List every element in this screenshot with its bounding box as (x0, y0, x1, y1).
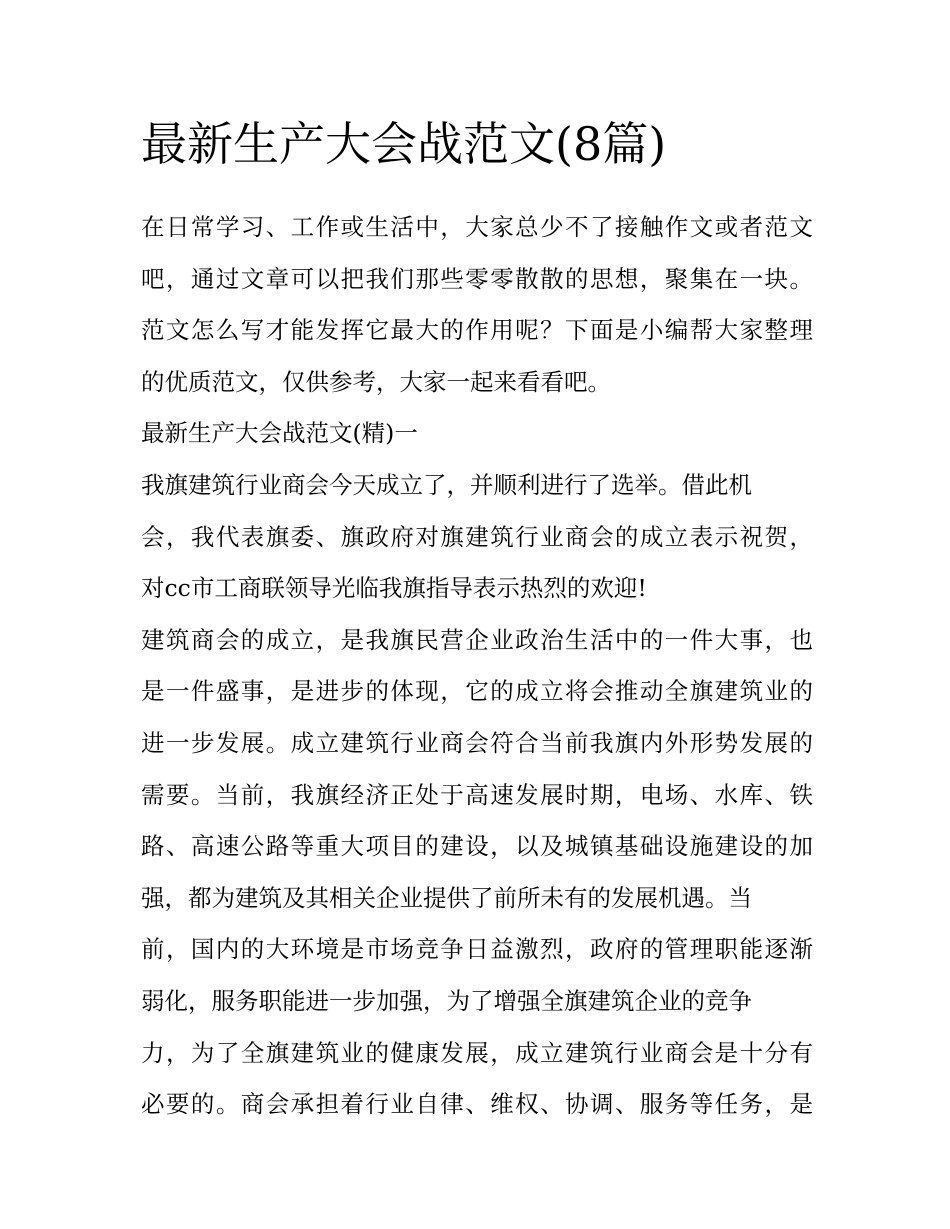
paragraph-line: 我旗建筑行业商会今天成立了，并顺利进行了选举。借此机 (141, 470, 752, 499)
paragraph-line: 前，国内的大环境是市场竞争日益激烈，政府的管理职能逐渐 (141, 935, 813, 964)
paragraph-line: 强，都为建筑及其相关企业提供了前所未有的发展机遇。当 (141, 883, 752, 912)
paragraph-line: 会，我代表旗委、旗政府对旗建筑行业商会的成立表示祝贺， (141, 522, 813, 551)
paragraph-line: 必要的。商会承担着行业自律、维权、协调、服务等任务，是 (141, 1090, 813, 1119)
intro-line: 的优质范文，仅供参考，大家一起来看看吧。 (141, 367, 611, 396)
paragraph-line: 需要。当前，我旗经济正处于高速发展时期，电场、水库、铁 (141, 780, 813, 809)
paragraph-line: 力，为了全旗建筑业的健康发展，成立建筑行业商会是十分有 (141, 1038, 813, 1067)
intro-line: 在日常学习、工作或生活中，大家总少不了接触作文或者范文 (141, 213, 813, 241)
intro-line: 范文怎么写才能发挥它最大的作用呢？下面是小编帮大家整理 (141, 316, 813, 345)
document-title: 最新生产大会战范文(8篇) (141, 117, 667, 171)
paragraph-line: 建筑商会的成立，是我旗民营企业政治生活中的一件大事，也 (141, 625, 813, 654)
paragraph-line: 路、高速公路等重大项目的建设，以及城镇基础设施建设的加 (141, 832, 813, 861)
paragraph-line: 是一件盛事，是进步的体现，它的成立将会推动全旗建筑业的 (141, 677, 813, 706)
paragraph-line: 对cc市工商联领导光临我旗指导表示热烈的欢迎! (141, 574, 647, 603)
document-body (141, 202, 813, 1131)
intro-line: 吧，通过文章可以把我们那些零零散散的思想，聚集在一块。 (141, 264, 813, 293)
paragraph-line: 弱化，服务职能进一步加强，为了增强全旗建筑企业的竞争 (141, 986, 752, 1015)
section-heading: 最新生产大会战范文(精)一 (141, 419, 418, 448)
paragraph-line: 进一步发展。成立建筑行业商会符合当前我旗内外形势发展的 (141, 728, 813, 757)
